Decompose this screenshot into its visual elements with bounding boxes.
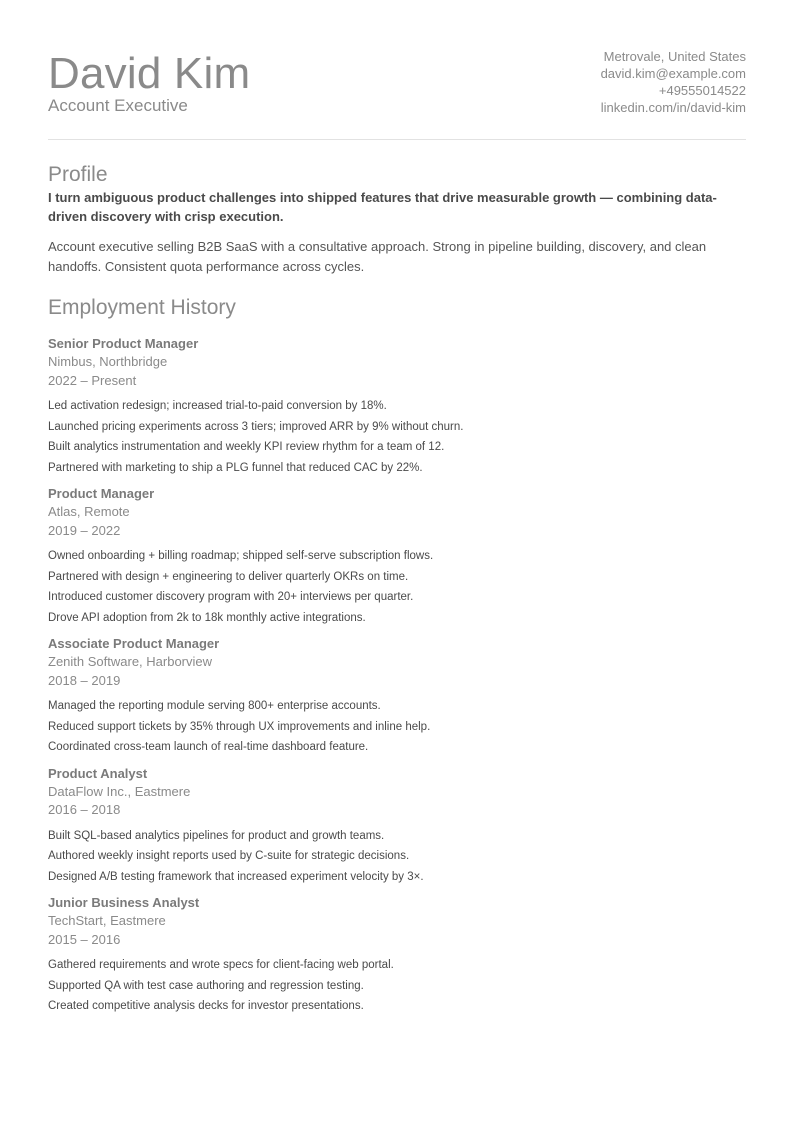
job-entry <box>48 485 746 628</box>
job-bullet: Built analytics instrumentation and weekly KPI review rhythm for a team of 12. <box>48 441 445 453</box>
job-bullet: Supported QA with test case authoring and regression testing. <box>48 979 364 992</box>
job-bullet: Created competitive analysis decks for investor presentations. <box>48 1000 364 1012</box>
job-dates: 2018 – 2019 <box>48 672 121 688</box>
job-company: TechStart, Eastmere <box>48 913 166 928</box>
job-entry <box>48 335 746 478</box>
job-bullet: Owned onboarding + billing roadmap; shipped self-serve subscription flows. <box>48 550 434 562</box>
job-company: Atlas, Remote <box>48 504 130 519</box>
job-bullet: Managed the reporting module serving 800+ enterprise accounts. <box>48 700 381 712</box>
employment-heading: Employment History <box>48 296 236 319</box>
job-bullet: Reduced support tickets by 35% through UX improvements and inline help. <box>48 720 431 733</box>
resume-header <box>48 0 746 140</box>
job-entry <box>48 635 746 758</box>
job-role: Associate Product Manager <box>48 636 220 651</box>
job-entry <box>48 894 746 1017</box>
job-bullets <box>48 696 746 758</box>
job-bullet: Drove API adoption from 2k to 18k monthly active integrations. <box>48 611 366 624</box>
job-bullet: Coordinated cross-team launch of real-time dashboard feature. <box>48 741 369 753</box>
job-role: Senior Product Manager <box>48 336 199 351</box>
profile-summary: Account executive selling B2B SaaS with a consultative approach. Strong in pipeline building, discovery, and clean handoffs. Consistent quota performance across cycles. <box>48 239 707 274</box>
job-bullets <box>48 955 746 1017</box>
profile-lead: I turn ambiguous product challenges into shipped features that drive measurable growth — combining data-driven discovery with crisp execution. <box>48 190 717 224</box>
contact-phone[interactable]: +49555014522 <box>658 83 746 98</box>
job-bullet: Introduced customer discovery program with 20+ interviews per quarter. <box>48 591 414 603</box>
job-bullet: Led activation redesign; increased trial-to-paid conversion by 18%. <box>48 400 387 412</box>
job-bullets <box>48 396 746 478</box>
resume-page <box>48 0 746 1012</box>
job-dates: 2019 – 2022 <box>48 522 121 538</box>
job-role: Junior Business Analyst <box>48 895 200 910</box>
contact-location: Metrovale, United States <box>603 49 746 64</box>
job-bullet: Authored weekly insight reports used by C-suite for strategic decisions. <box>48 850 410 862</box>
contact-linkedin[interactable]: linkedin.com/in/david-kim <box>600 100 746 115</box>
job-role: Product Manager <box>48 486 155 501</box>
profile-section <box>48 162 746 276</box>
job-dates: 2022 – Present <box>48 372 137 388</box>
contact-email[interactable]: david.kim@example.com <box>600 66 746 81</box>
job-dates: 2016 – 2018 <box>48 802 121 817</box>
job-bullets <box>48 826 746 888</box>
job-bullet: Designed A/B testing framework that increased experiment velocity by 3×. <box>48 870 424 883</box>
job-bullet: Partnered with marketing to ship a PLG funnel that reduced CAC by 22%. <box>48 461 423 474</box>
job-company: Zenith Software, Harborview <box>48 654 213 669</box>
job-company: DataFlow Inc., Eastmere <box>48 783 191 799</box>
job-bullets <box>48 546 746 628</box>
job-role: Product Analyst <box>48 765 148 781</box>
profile-heading: Profile <box>48 163 108 186</box>
job-bullet: Gathered requirements and wrote specs for client-facing web portal. <box>48 959 394 971</box>
employment-section <box>48 295 746 1024</box>
candidate-name: David Kim <box>48 49 251 98</box>
job-entry <box>48 765 746 888</box>
job-dates: 2015 – 2016 <box>48 931 121 947</box>
job-company: Nimbus, Northbridge <box>48 354 168 369</box>
job-bullet: Launched pricing experiments across 3 tiers; improved ARR by 9% without churn. <box>48 420 464 433</box>
job-bullet: Partnered with design + engineering to deliver quarterly OKRs on time. <box>48 570 409 583</box>
job-bullet: Built SQL-based analytics pipelines for product and growth teams. <box>48 829 385 842</box>
contact-block <box>601 48 746 116</box>
candidate-title: Account Executive <box>48 96 188 115</box>
